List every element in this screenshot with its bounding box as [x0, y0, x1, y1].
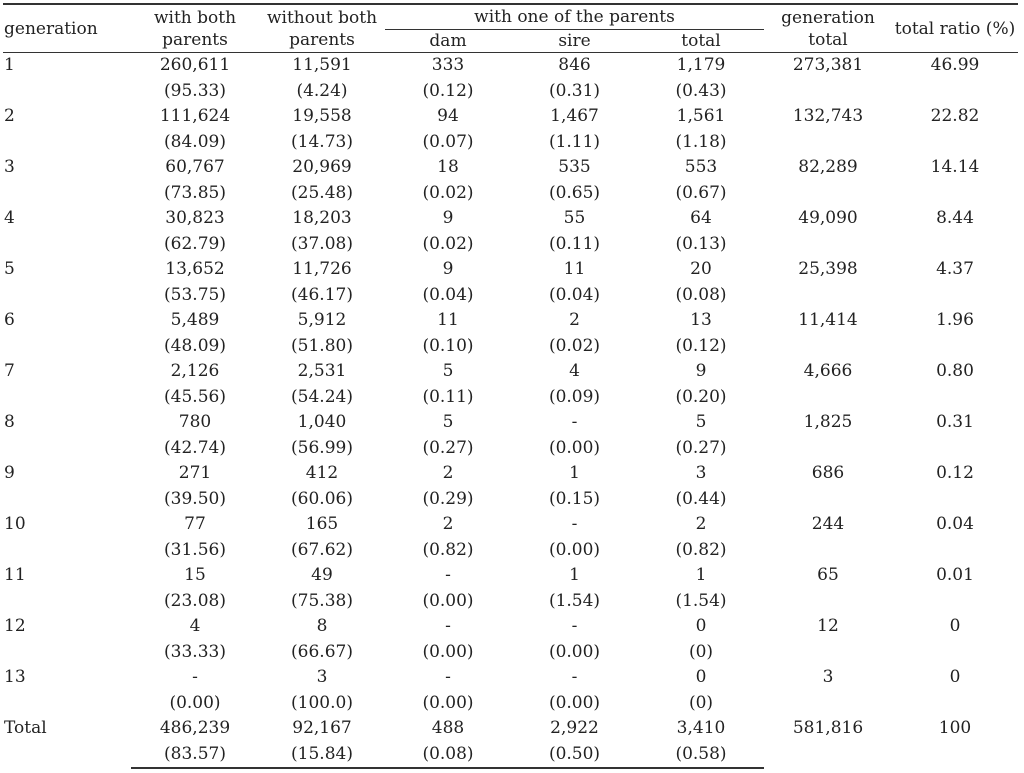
sire-percent-cell: (0.09) — [548, 386, 601, 407]
one-parent-total-percent-cell: (0.13) — [675, 233, 727, 254]
one-parent-total-count-cell: 0 — [695, 616, 707, 636]
dam-percent-cell: (0.07) — [422, 131, 474, 152]
dam-count-cell: 333 — [431, 55, 465, 75]
header-generation: generation — [3, 4, 131, 53]
one-parent-total-percent-cell: (0) — [688, 692, 714, 713]
generation-cell: 1 — [4, 55, 15, 75]
one-parent-total-count-cell: 2 — [695, 514, 707, 534]
one-parent-total-percent-cell: (0.08) — [675, 284, 727, 305]
without-both-percent-cell: (67.62) — [291, 539, 353, 560]
header-sire: sire — [511, 30, 638, 53]
with-both-count-cell: 77 — [184, 514, 206, 534]
dam-percent-cell: (0.08) — [385, 742, 511, 769]
sire-percent-cell: (1.54) — [548, 590, 601, 611]
dam-percent-cell: (0.00) — [422, 692, 474, 713]
one-parent-total-count-cell: 0 — [695, 667, 707, 687]
one-parent-total-percent-cell: (0.20) — [675, 386, 727, 407]
generation-total-cell: 3 — [822, 667, 834, 687]
with-both-percent-cell: (95.33) — [164, 80, 226, 101]
without-both-percent-cell: (46.17) — [291, 284, 353, 305]
generation-cell: 10 — [4, 514, 26, 534]
one-parent-total-percent-cell: (0.82) — [675, 539, 727, 560]
one-parent-total-percent-cell: (0.12) — [675, 335, 727, 356]
sire-count-cell: 1,467 — [550, 106, 599, 126]
table-row — [3, 206, 1018, 232]
dam-count-cell: - — [445, 667, 451, 687]
header-with-both-parents — [131, 4, 259, 53]
total-ratio-cell: 46.99 — [930, 55, 980, 75]
one-parent-total-count-cell: 553 — [684, 157, 718, 177]
header-without-both-line2: parents — [289, 29, 355, 50]
dam-percent-cell: (0.12) — [422, 80, 474, 101]
with-both-count-cell: 4 — [189, 616, 201, 636]
table-row — [3, 614, 1018, 640]
generation-cell: 8 — [4, 412, 15, 432]
dam-count-cell: 488 — [431, 718, 465, 738]
dam-percent-cell: (0.02) — [422, 233, 474, 254]
with-both-percent-cell: (45.56) — [164, 386, 226, 407]
total-ratio-cell: 1.96 — [936, 310, 974, 330]
generation-total-cell: 82,289 — [798, 157, 858, 177]
dam-percent-cell: (0.82) — [422, 539, 474, 560]
sire-count-cell: - — [571, 514, 578, 534]
generation-cell: 6 — [4, 310, 15, 330]
dam-percent-cell: (0.02) — [422, 182, 474, 203]
without-both-percent-cell: (51.80) — [291, 335, 353, 356]
table-row — [3, 563, 1018, 589]
dam-percent-cell: (0.29) — [422, 488, 474, 509]
dam-count-cell: 11 — [437, 310, 459, 330]
total-ratio-cell: 8.44 — [936, 208, 974, 228]
generation-total-cell: 25,398 — [798, 259, 858, 279]
dam-percent-cell: (0.27) — [422, 437, 474, 458]
header-generation-total — [764, 4, 892, 53]
with-both-count-cell: 60,767 — [165, 157, 225, 177]
generation-total-cell: 581,816 — [792, 718, 864, 738]
generation-total-cell: 1,825 — [803, 412, 853, 432]
header-with-both-line1: with both — [153, 7, 237, 28]
with-both-percent-cell: (84.09) — [164, 131, 226, 152]
with-both-count-cell: - — [192, 667, 198, 687]
dam-count-cell: 94 — [437, 106, 459, 126]
generation-cell: 2 — [4, 106, 15, 126]
table-body — [3, 53, 1018, 769]
without-both-count-cell: 165 — [305, 514, 339, 534]
one-parent-total-count-cell: 9 — [695, 361, 707, 381]
sire-count-cell: - — [571, 667, 578, 687]
with-both-count-cell: 260,611 — [159, 55, 231, 75]
dam-percent-cell: (0.10) — [422, 335, 474, 356]
sire-percent-cell: (0.50) — [511, 742, 638, 769]
with-both-percent-cell: (39.50) — [164, 488, 226, 509]
table-row — [3, 461, 1018, 487]
sire-percent-cell: (0.00) — [548, 641, 601, 662]
generation-cell: 12 — [4, 616, 26, 636]
sire-count-cell: 1 — [569, 565, 580, 585]
without-both-count-cell: 5,912 — [297, 310, 347, 330]
generation-table — [3, 3, 1018, 769]
sire-percent-cell: (0.31) — [548, 80, 601, 101]
header-generation-total-line2: total — [808, 29, 848, 50]
without-both-percent-cell: (100.0) — [291, 692, 353, 713]
one-parent-total-count-cell: 3,410 — [676, 718, 726, 738]
sire-percent-cell: (0.00) — [548, 539, 601, 560]
table-row — [3, 257, 1018, 283]
sire-percent-cell: (0.00) — [548, 437, 601, 458]
table-row — [3, 410, 1018, 436]
without-both-count-cell: 11,726 — [292, 259, 352, 279]
sire-count-cell: 2 — [569, 310, 580, 330]
generation-cell: Total — [4, 718, 47, 738]
total-ratio-cell: 100 — [938, 718, 972, 738]
one-parent-total-count-cell: 1,561 — [676, 106, 726, 126]
one-parent-total-count-cell: 20 — [690, 259, 712, 279]
total-ratio-cell: 0.31 — [936, 412, 974, 432]
with-both-percent-cell: (83.57) — [131, 742, 259, 769]
header-generation-total-line1: generation — [781, 7, 875, 28]
dam-count-cell: 2 — [442, 514, 454, 534]
without-both-count-cell: 92,167 — [292, 718, 352, 738]
generation-total-cell: 65 — [817, 565, 839, 585]
sire-count-cell: - — [571, 412, 578, 432]
generation-cell: 5 — [4, 259, 15, 279]
without-both-count-cell: 1,040 — [297, 412, 347, 432]
one-parent-total-count-cell: 64 — [690, 208, 712, 228]
dam-percent-cell: (0.00) — [422, 641, 474, 662]
with-both-count-cell: 271 — [178, 463, 212, 483]
sire-percent-cell: (0.00) — [548, 692, 601, 713]
sire-count-cell: 4 — [569, 361, 580, 381]
total-ratio-cell: 0.12 — [936, 463, 974, 483]
one-parent-total-percent-cell: (0.43) — [675, 80, 727, 101]
with-both-count-cell: 2,126 — [170, 361, 220, 381]
one-parent-total-percent-cell: (0.44) — [675, 488, 727, 509]
without-both-count-cell: 2,531 — [297, 361, 347, 381]
sire-count-cell: 2,922 — [550, 718, 599, 738]
with-both-count-cell: 111,624 — [159, 106, 231, 126]
dam-count-cell: - — [445, 616, 451, 636]
dam-count-cell: 9 — [442, 259, 454, 279]
dam-count-cell: 5 — [442, 361, 454, 381]
generation-total-cell: 12 — [817, 616, 839, 636]
without-both-percent-cell: (14.73) — [291, 131, 353, 152]
one-parent-total-count-cell: 13 — [690, 310, 712, 330]
generation-total-cell: 11,414 — [798, 310, 858, 330]
one-parent-total-percent-cell: (1.18) — [675, 131, 727, 152]
sire-percent-cell: (0.15) — [548, 488, 601, 509]
one-parent-total-percent-cell: (0.67) — [675, 182, 727, 203]
generation-total-cell: 244 — [811, 514, 845, 534]
total-ratio-cell: 0.01 — [936, 565, 974, 585]
dam-percent-cell: (0.11) — [422, 386, 474, 407]
generation-total-cell: 49,090 — [798, 208, 858, 228]
generation-cell: 4 — [4, 208, 15, 228]
one-parent-total-count-cell: 5 — [695, 412, 707, 432]
generation-cell: 9 — [4, 463, 15, 483]
header-total-ratio: total ratio (%) — [892, 4, 1018, 53]
header-row-top — [3, 4, 1018, 30]
without-both-count-cell: 20,969 — [292, 157, 352, 177]
generation-total-cell: 273,381 — [792, 55, 864, 75]
one-parent-total-percent-cell: (1.54) — [675, 590, 727, 611]
header-without-both-parents — [259, 4, 385, 53]
header-one-parent-total: total — [638, 30, 764, 53]
one-parent-total-percent-cell: (0.27) — [675, 437, 727, 458]
table-row — [3, 716, 1018, 742]
generation-cell: 3 — [4, 157, 15, 177]
without-both-count-cell: 11,591 — [292, 55, 352, 75]
dam-percent-cell: (0.00) — [422, 590, 474, 611]
sire-percent-cell: (0.65) — [548, 182, 601, 203]
table-row — [3, 359, 1018, 385]
without-both-count-cell: 412 — [305, 463, 339, 483]
sire-count-cell: 55 — [563, 208, 586, 228]
without-both-percent-cell: (60.06) — [291, 488, 353, 509]
sire-count-cell: 846 — [558, 55, 591, 75]
dam-count-cell: 9 — [442, 208, 454, 228]
sire-percent-cell: (0.02) — [548, 335, 601, 356]
table-row — [3, 104, 1018, 130]
without-both-percent-cell: (4.24) — [296, 80, 348, 101]
with-both-count-cell: 30,823 — [165, 208, 225, 228]
one-parent-total-count-cell: 1 — [695, 565, 707, 585]
dam-count-cell: 5 — [442, 412, 454, 432]
generation-total-cell: 4,666 — [803, 361, 853, 381]
generation-cell: 13 — [4, 667, 26, 687]
generation-cell: 11 — [4, 565, 26, 585]
without-both-percent-cell: (75.38) — [291, 590, 353, 611]
with-both-percent-cell: (48.09) — [164, 335, 226, 356]
with-both-count-cell: 15 — [184, 565, 206, 585]
sire-count-cell: 1 — [569, 463, 580, 483]
without-both-percent-cell: (66.67) — [291, 641, 353, 662]
sire-percent-cell: (0.04) — [548, 284, 601, 305]
one-parent-total-percent-cell: (0) — [688, 641, 714, 662]
dam-count-cell: 18 — [437, 157, 459, 177]
dam-count-cell: 2 — [442, 463, 454, 483]
table-row — [3, 665, 1018, 691]
total-ratio-cell: 4.37 — [936, 259, 974, 279]
without-both-percent-cell: (37.08) — [291, 233, 353, 254]
header-dam: dam — [385, 30, 511, 53]
with-both-percent-cell: (33.33) — [164, 641, 226, 662]
generation-total-cell: 686 — [811, 463, 845, 483]
with-both-percent-cell: (62.79) — [164, 233, 226, 254]
without-both-count-cell: 3 — [316, 667, 328, 687]
without-both-count-cell: 18,203 — [292, 208, 352, 228]
with-both-percent-cell: (73.85) — [164, 182, 226, 203]
sire-percent-cell: (1.11) — [548, 131, 601, 152]
with-both-percent-cell: (53.75) — [164, 284, 226, 305]
without-both-percent-cell: (56.99) — [291, 437, 353, 458]
without-both-percent-cell: (15.84) — [259, 742, 385, 769]
with-both-percent-cell: (0.00) — [169, 692, 221, 713]
header-one-parent-group: with one of the parents — [385, 4, 764, 30]
table-row — [3, 53, 1018, 79]
with-both-percent-cell: (31.56) — [164, 539, 226, 560]
one-parent-total-percent-cell: (0.58) — [638, 742, 764, 769]
table-header — [3, 4, 1018, 53]
with-both-count-cell: 13,652 — [165, 259, 225, 279]
header-with-both-line2: parents — [162, 29, 228, 50]
sire-count-cell: - — [571, 616, 578, 636]
generation-cell: 7 — [4, 361, 15, 381]
total-ratio-cell: 0.80 — [936, 361, 974, 381]
total-ratio-cell: 0 — [949, 616, 961, 636]
with-both-count-cell: 780 — [178, 412, 212, 432]
table-row — [3, 155, 1018, 181]
sire-percent-cell: (0.11) — [548, 233, 601, 254]
total-ratio-cell: 14.14 — [930, 157, 980, 177]
total-ratio-cell: 22.82 — [930, 106, 980, 126]
total-ratio-cell: 0.04 — [936, 514, 974, 534]
without-both-count-cell: 8 — [316, 616, 328, 636]
dam-percent-cell: (0.04) — [422, 284, 474, 305]
sire-count-cell: 535 — [558, 157, 591, 177]
one-parent-total-count-cell: 1,179 — [676, 55, 726, 75]
with-both-count-cell: 5,489 — [170, 310, 220, 330]
without-both-percent-cell: (25.48) — [291, 182, 353, 203]
table-row — [3, 308, 1018, 334]
with-both-percent-cell: (42.74) — [164, 437, 226, 458]
sire-count-cell: 11 — [563, 259, 586, 279]
total-ratio-cell: 0 — [949, 667, 961, 687]
with-both-count-cell: 486,239 — [159, 718, 231, 738]
one-parent-total-count-cell: 3 — [695, 463, 707, 483]
generation-total-cell: 132,743 — [792, 106, 864, 126]
with-both-percent-cell: (23.08) — [164, 590, 226, 611]
without-both-count-cell: 19,558 — [292, 106, 352, 126]
header-without-both-line1: without both — [266, 7, 378, 28]
dam-count-cell: - — [445, 565, 451, 585]
without-both-count-cell: 49 — [311, 565, 333, 585]
without-both-percent-cell: (54.24) — [291, 386, 353, 407]
table-row — [3, 512, 1018, 538]
